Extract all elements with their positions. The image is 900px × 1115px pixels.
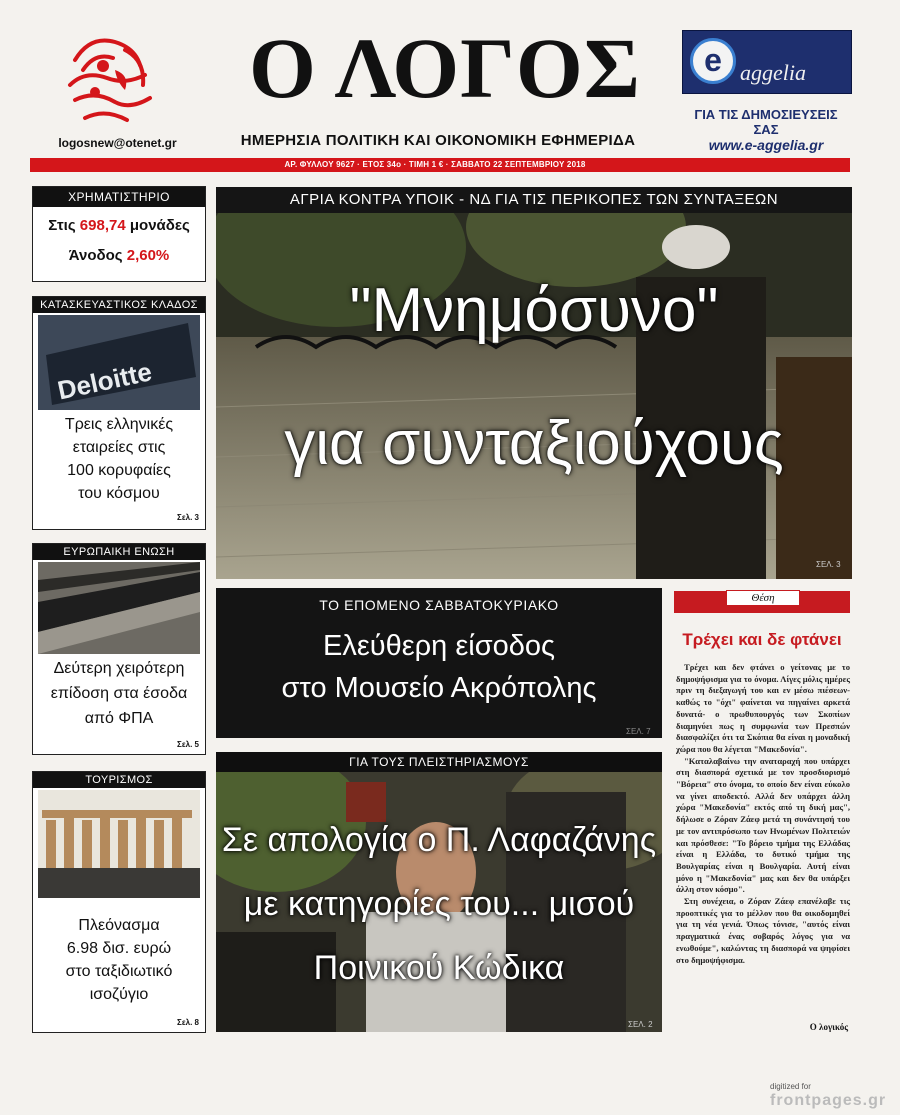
stock-market-box[interactable] — [32, 186, 206, 282]
construction-line-2: εταιρείες στις — [72, 439, 166, 456]
lafazanis-page-ref: ΣΕΛ. 2 — [628, 1020, 653, 1029]
digitized-note: digitized for — [770, 1082, 811, 1091]
tourism-line-1: Πλεόνασμα — [78, 917, 160, 934]
eu-line-2: επίδοση στα έσοδα — [50, 685, 188, 702]
eaggelia-url[interactable]: www.e-aggelia.gr — [708, 137, 824, 153]
eu-box[interactable] — [32, 543, 206, 755]
source-site-watermark: frontpages.gr — [770, 1092, 887, 1109]
thesi-signature: Ο λογικός — [809, 1022, 848, 1032]
eu-page-ref: Σελ. 5 — [177, 740, 199, 749]
tourism-page-ref: Σελ. 8 — [177, 1018, 199, 1027]
thesi-body — [676, 662, 850, 966]
acropolis-page-ref: ΣΕΛ. 7 — [626, 727, 651, 736]
lafazanis-headline-line-1[interactable]: Σε απολογία ο Π. Λαφαζάνης — [221, 821, 657, 859]
acropolis-kicker: ΤΟ ΕΠΟΜΕΝΟ ΣΑΒΒΑΤΟΚΥΡΙΑΚΟ — [319, 597, 559, 613]
main-story-photo[interactable] — [216, 187, 852, 579]
tourism-header: ΤΟΥΡΙΣΜΟΣ — [33, 772, 205, 788]
main-headline-line-1[interactable]: "Μνημόσυνο" — [349, 276, 719, 345]
stock-market-header: ΧΡΗΜΑΤΙΣΤΗΡΙΟ — [33, 187, 205, 207]
construction-box[interactable] — [32, 296, 206, 530]
main-page-ref: ΣΕΛ. 3 — [816, 560, 841, 569]
stock-points-value: 698,74 — [79, 217, 126, 234]
acropolis-headline-line-1[interactable]: Ελεύθερη είσοδος — [322, 630, 555, 662]
construction-line-3: 100 κορυφαίες — [67, 462, 171, 479]
main-headline-line-2[interactable]: για συνταξιούχους — [284, 409, 784, 478]
tourism-line-2: 6.98 δισ. ευρώ — [66, 940, 172, 957]
thesi-paragraph-2: "Καταλαβαίνω την αναταραχή που υπάρχει στη διασπορά σχετικά με τον προσδιορισμό "Βόρεια" στο όνομα, το οποίο δεν είναι εύκολο να γίνει αποδεκτό. Αλλά δεν υπάρχει άλλη χώρα "Μακεδονία" εκτός από τη δική μας", δήλωσε ο Ζόραν Ζάεφ μετά τη συνάντησή του με τον αντιπρόσωπο των Ηνωμένων Πολιτειών και πρόσθεσε: "Το βόρειο τμήμα της Ελλάδας είναι η Ελλάδα, το δυτικό τμήμα της Βουλγαρίας είναι η Βουλγαρία. Αυτή είναι μόνο η "Μακεδονία" μας και δεν θα υπάρξει άλλη στον κόσμο". — [676, 755, 850, 895]
eu-line-3: από ΦΠΑ — [84, 710, 154, 727]
eu-line-1: Δεύτερη χειρότερη — [53, 660, 185, 677]
eu-image — [38, 562, 200, 654]
stock-points-line: Στις 698,74 μονάδες — [48, 217, 190, 234]
lafazanis-kicker: ΓΙΑ ΤΟΥΣ ΠΛΕΙΣΤΗΡΙΑΣΜΟΥΣ — [216, 752, 662, 772]
thesi-paragraph-1: Τρέχει και δεν φτάνει ο γείτονας με το δημοψήφισμα για το όνομα. Λίγες μόλις ημέρες πριν τη διεξαγωγή του και εν μέσω πιέσεων- καθώς το "όχι" φαίνεται να πηγαίνει αρκετά δυνατά- ο πρωθυπουργός των Σκοπίων διαμηνύει πως η συμφωνία των Πρεσπών διασφαλίζει ότι τα Σκόπια θα είναι η μοναδική χώρα που θα λέγεται "Μακεδονία". — [676, 662, 850, 754]
deloitte-image — [38, 315, 200, 410]
tourism-line-4: ισοζύγιο — [89, 986, 149, 1003]
thesi-label: Θέση — [726, 590, 800, 606]
construction-header: ΚΑΤΑΣΚΕΥΑΣΤΙΚΟΣ ΚΛΑΔΟΣ — [33, 297, 205, 313]
tourism-line-3: στο ταξιδιωτικό — [65, 963, 173, 980]
lafazanis-headline-line-2[interactable]: με κατηγορίες του... μισού — [243, 885, 635, 923]
stock-change-value: 2,60% — [126, 247, 170, 264]
construction-page-ref: Σελ. 3 — [177, 513, 199, 522]
construction-line-1: Τρεις ελληνικές — [64, 416, 174, 433]
construction-line-4: του κόσμου — [78, 485, 160, 502]
eaggelia-logo-text: aggelia — [740, 60, 806, 85]
eu-header: ΕΥΡΩΠΑΙΚΗ ΕΝΩΣΗ — [33, 544, 205, 560]
thesi-title[interactable]: Τρέχει και δε φτάνει — [682, 630, 842, 649]
lafazanis-headline-line-3[interactable]: Ποινικού Κώδικα — [313, 949, 565, 987]
eaggelia-tagline: ΓΙΑ ΤΙΣ ΔΗΜΟΣΙΕΥΣΕΙΣ ΣΑΣ — [694, 107, 838, 137]
stock-change-line: Άνοδος 2,60% — [68, 247, 170, 264]
tourism-box[interactable] — [32, 771, 206, 1033]
masthead-logo-illustration — [55, 30, 165, 130]
newspaper-subtitle: ΗΜΕΡΗΣΙΑ ΠΟΛΙΤΙΚΗ ΚΑΙ ΟΙΚΟΝΟΜΙΚΗ ΕΦΗΜΕΡΙΔΑ — [240, 132, 636, 149]
tourism-image — [38, 790, 200, 898]
issue-line: ΑΡ. ΦΥΛΛΟΥ 9627 · ΕΤΟΣ 34ο · ΤΙΜΗ 1 € · ΣΑΒΒΑΤΟ 22 ΣΕΠΤΕΜΒΡΙΟΥ 2018 — [284, 160, 586, 169]
newspaper-title: Ο ΛΟΓΟΣ — [248, 20, 642, 116]
eaggelia-logo-icon: e — [690, 38, 736, 84]
acropolis-headline-line-2[interactable]: στο Μουσείο Ακρόπολης — [281, 672, 597, 704]
main-story-kicker: ΑΓΡΙΑ ΚΟΝΤΡΑ ΥΠΟΙΚ - ΝΔ ΓΙΑ ΤΙΣ ΠΕΡΙΚΟΠΕΣ ΤΩΝ ΣΥΝΤΑΞΕΩΝ — [216, 187, 852, 213]
contact-email[interactable]: logosnew@otenet.gr — [58, 136, 177, 150]
deloitte-logo-text: Deloitte — [54, 356, 155, 406]
thesi-paragraph-3: Στη συνέχεια, ο Ζόραν Ζάεφ επανέλαβε τις προοπτικές για το μέλλον που θα οικοδομηθεί για τη νέα γενιά. Όπως τόνισε, "αυτός είναι πραγματικά ένας σοβαρός λόγος για να ενωθούμε", καλώντας τη διασπορά να ψηφίσει στο δημοψήφισμα. — [676, 896, 850, 965]
